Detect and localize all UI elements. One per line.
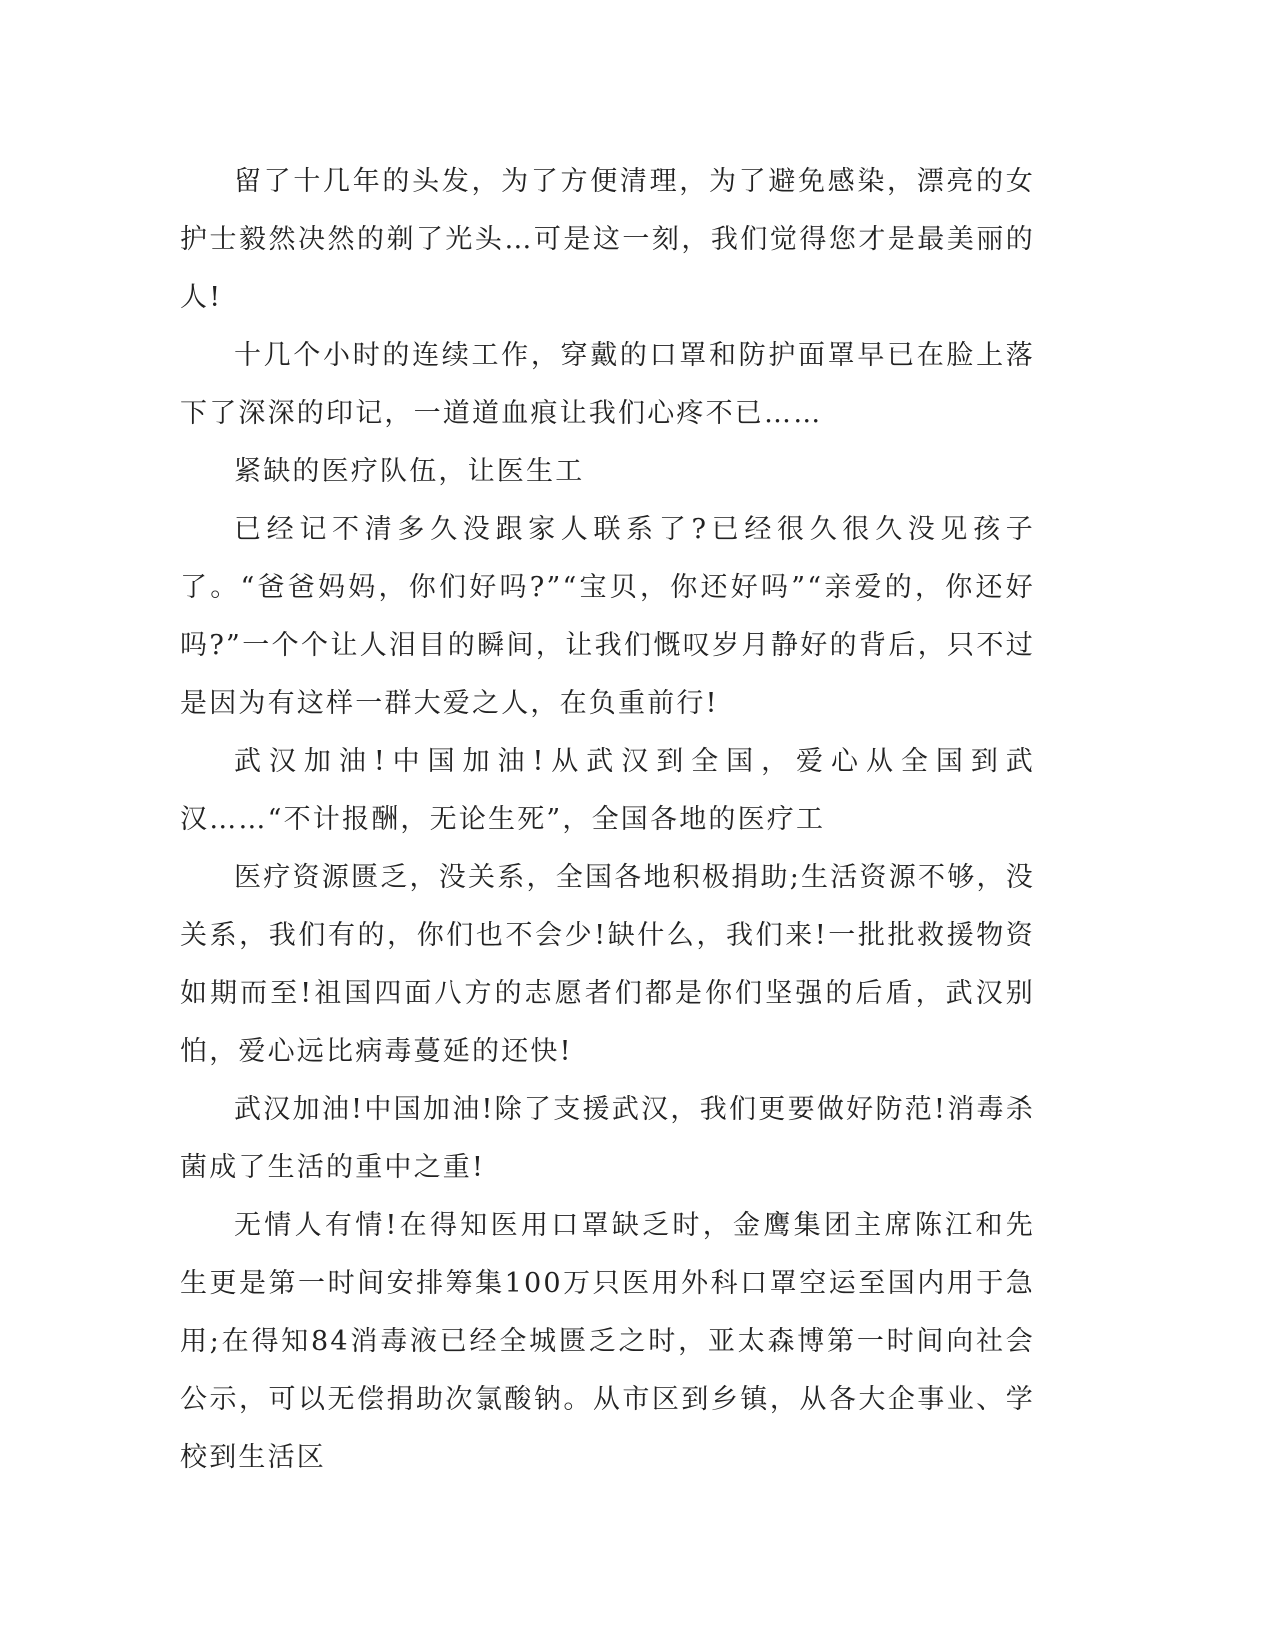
paragraph-8: 无情人有情!在得知医用口罩缺乏时，金鹰集团主席陈江和先生更是第一时间安排筹集100万只医用外科口罩空运至国内用于急用;在得知84消毒液已经全城匮乏之时，亚太森博第一时间向社会公示，可以无偿捐助次氯酸钠。从市区到乡镇，从各大企事业、学校到生活区 bbox=[180, 1210, 1035, 1473]
paragraph-6: 医疗资源匮乏，没关系，全国各地积极捐助;生活资源不够，没关系，我们有的，你们也不会少!缺什么，我们来!一批批救援物资如期而至!祖国四面八方的志愿者们都是你们坚强的后盾，武汉别怕，爱心远比病毒蔓延的还快! bbox=[180, 862, 1035, 1067]
paragraph-7: 武汉加油!中国加油!除了支援武汉，我们更要做好防范!消毒杀菌成了生活的重中之重! bbox=[180, 1094, 1035, 1183]
paragraph-2: 十几个小时的连续工作，穿戴的口罩和防护面罩早已在脸上落下了深深的印记，一道道血痕让我们心疼不已…… bbox=[180, 340, 1035, 429]
paragraph-4: 已经记不清多久没跟家人联系了?已经很久很久没见孩子了。“爸爸妈妈，你们好吗?”“宝贝，你还好吗”“亲爱的，你还好吗?”一个个让人泪目的瞬间，让我们慨叹岁月静好的背后，只不过是因为有这样一群大爱之人，在负重前行! bbox=[180, 514, 1035, 719]
paragraph-1: 留了十几年的头发，为了方便清理，为了避免感染，漂亮的女护士毅然决然的剃了光头…可是这一刻，我们觉得您才是最美丽的人! bbox=[180, 166, 1035, 313]
paragraph-5: 武汉加油!中国加油!从武汉到全国，爱心从全国到武汉……“不计报酬，无论生死”，全国各地的医疗工 bbox=[180, 746, 1035, 835]
document-body bbox=[180, 153, 1035, 1487]
paragraph-3: 紧缺的医疗队伍，让医生工 bbox=[234, 456, 585, 487]
